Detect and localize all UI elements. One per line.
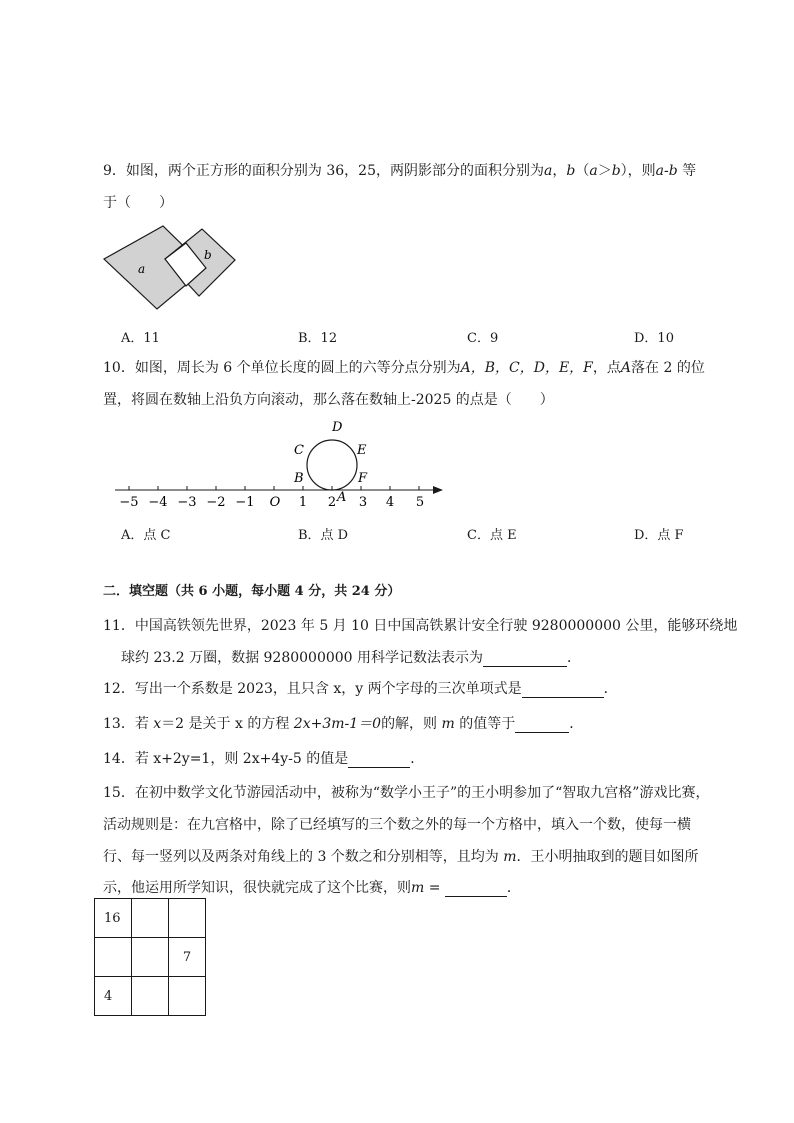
point-label-b: B: [294, 471, 304, 486]
tick-label: 1: [298, 495, 308, 510]
q15-line2: 活动规则是：在九宫格中，除了已经填写的三个数之外的每一个方格中，填入一个数，使每一横: [103, 817, 691, 833]
point-label-c: C: [294, 443, 304, 458]
q12-line: 12．写出一个系数是 2023，且只含 x，y 两个字母的三次单项式是 ．: [103, 681, 618, 697]
q15-line4: 示，他运用所学知识，很快就完成了这个比赛，则m = ．: [103, 880, 521, 896]
tick-label: −1: [235, 495, 255, 510]
q15-line1: 15．在初中数学文化节游园活动中，被称为“数学小王子”的王小明参加了“智取九宫格”游戏比赛，: [103, 785, 710, 801]
grid-cell: [169, 899, 206, 938]
q9-choice-d[interactable]: D．10: [634, 331, 674, 346]
tick-label: −4: [148, 495, 168, 510]
axis-arrow: [433, 486, 443, 494]
q10-line2: 置，将圆在数轴上沿负方向滚动，那么落在数轴上-2025 的点是（ ）: [103, 392, 554, 408]
tick-label: 3: [358, 495, 368, 510]
magic-square-grid: [94, 898, 206, 1016]
q12-answer-blank[interactable]: [522, 681, 604, 698]
tick-label: −3: [177, 495, 197, 510]
q9-choice-a[interactable]: A．11: [121, 331, 160, 346]
point-label-f: F: [358, 471, 368, 486]
grid-cell: 16: [95, 899, 132, 938]
q10-choice-d[interactable]: D．点 F: [634, 528, 684, 543]
q9-squares-figure: [100, 222, 240, 314]
q10-line1: 10．如图，周长为 6 个单位长度的圆上的六等分点分别为A，B，C，D，E，F，点A落在 2 的位: [103, 360, 705, 376]
q14-line: 14．若 x+2y=1，则 2x+4y-5 的值是 ．: [103, 751, 425, 767]
section-heading-fill-in: 二．填空题（共 6 小题，每小题 4 分，共 24 分）: [103, 584, 401, 599]
q9-line2: 于（ ）: [103, 195, 173, 211]
q11-line1: 11．中国高铁领先世界，2023 年 5 月 10 日中国高铁累计安全行驶 9280000000 公里，能够环绕地: [103, 618, 738, 634]
tick-label: −5: [119, 495, 139, 510]
tick-label: −2: [206, 495, 226, 510]
q13-line: 13．若 x＝2 是关于 x 的方程 2x+3m-1＝0的解，则 m 的值等于 ．: [103, 716, 584, 732]
q13-answer-blank[interactable]: [515, 716, 569, 733]
tick-label: 4: [385, 495, 395, 510]
q9-choice-b[interactable]: B．12: [298, 331, 338, 346]
grid-cell: [132, 938, 169, 977]
axis-tick-marks: [129, 486, 419, 490]
tick-label: 2: [327, 495, 337, 510]
label-b: b: [204, 248, 212, 262]
q11-line2: 球约 23.2 万圈，数据 9280000000 用科学记数法表示为 ．: [121, 650, 582, 666]
grid-row: [95, 899, 206, 938]
point-label-d: D: [332, 420, 343, 435]
q10-number-line-figure: [110, 415, 450, 510]
grid-cell: 7: [169, 938, 206, 977]
point-label-a: A: [337, 490, 347, 505]
q15-answer-blank[interactable]: [445, 880, 507, 897]
grid-cell: [95, 938, 132, 977]
q9-line1: 9．如图，两个正方形的面积分别为 36，25，两阴影部分的面积分别为a，b（a＞b），则a-b 等: [103, 163, 697, 179]
grid-cell: [132, 899, 169, 938]
grid-row: [95, 977, 206, 1016]
rolling-circle: [307, 440, 357, 490]
q10-choice-b[interactable]: B．点 D: [298, 528, 349, 543]
grid-row: [95, 938, 206, 977]
grid-cell: [132, 977, 169, 1016]
grid-cell: 4: [95, 977, 132, 1016]
point-label-e: E: [357, 443, 367, 458]
tick-label: 5: [415, 495, 425, 510]
q9-choice-c[interactable]: C．9: [467, 331, 499, 346]
q10-choice-a[interactable]: A．点 C: [121, 528, 171, 543]
q11-answer-blank[interactable]: [483, 650, 567, 667]
label-a: a: [138, 262, 146, 276]
tick-label-origin: O: [269, 495, 281, 510]
q14-answer-blank[interactable]: [348, 751, 410, 768]
axis-tick-labels: [119, 495, 424, 510]
q10-choice-c[interactable]: C．点 E: [467, 528, 517, 543]
q15-line3: 行、每一竖列以及两条对角线上的 3 个数之和分别相等，且均为 m．王小明抽取到的题目如图所: [103, 849, 699, 865]
grid-cell: [169, 977, 206, 1016]
